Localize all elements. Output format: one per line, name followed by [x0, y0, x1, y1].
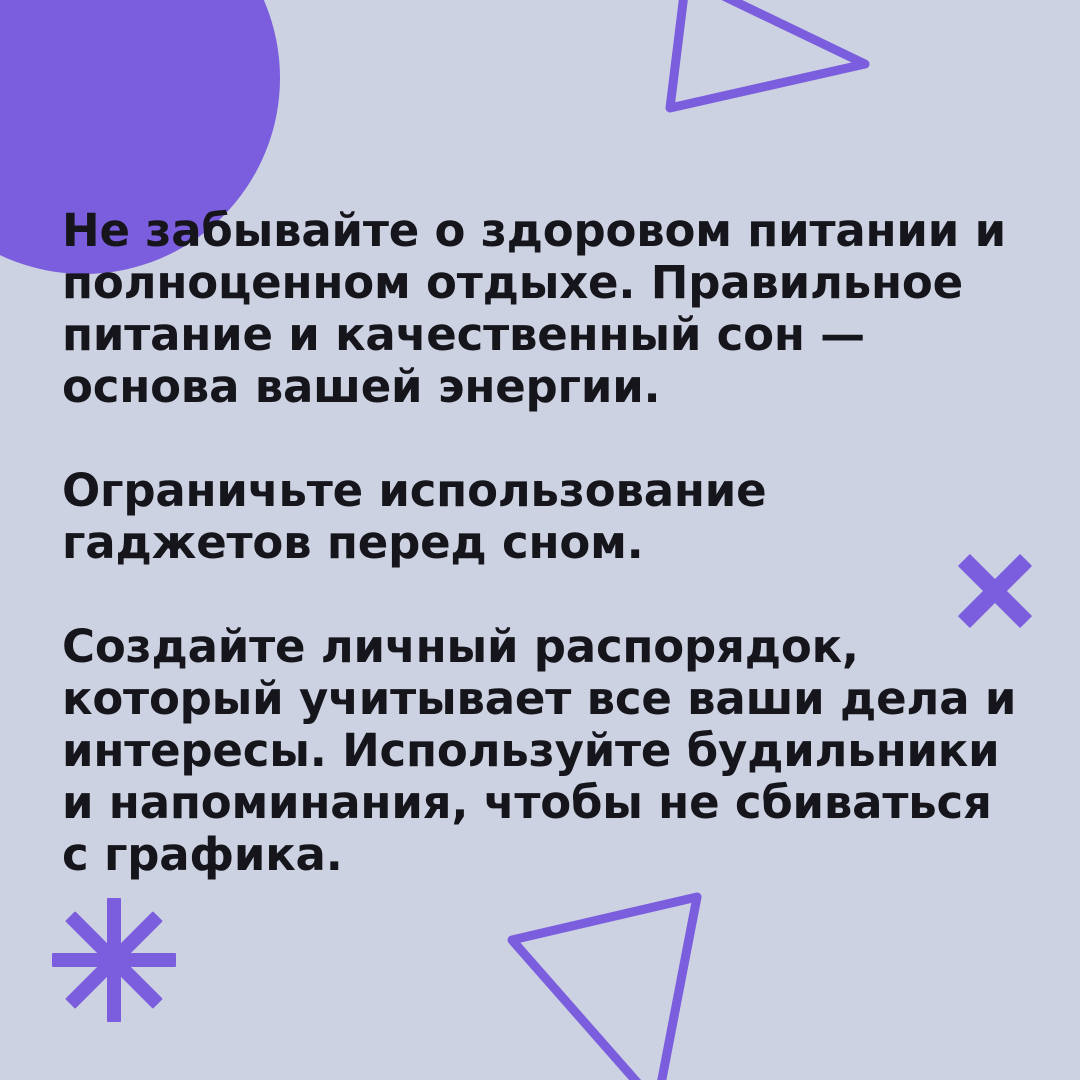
triangle-top-right-icon — [640, 0, 870, 113]
triangle-bottom-center-icon — [492, 885, 722, 1080]
paragraph-schedule: Создайте личный распорядок, который учитывает все ваши дела и интересы. Используйте будильники и напоминания, чтобы не сбиваться с графика. — [62, 620, 1017, 881]
text-content — [62, 205, 1017, 881]
paragraph-nutrition-rest: Не забывайте о здоровом питании и полноценном отдыхе. Правильное питание и качественный сон — основа вашей энергии. — [62, 204, 1006, 413]
paragraph-gadgets: Ограничьте использование гаджетов перед сном. — [62, 464, 767, 569]
asterisk-decoration-icon — [52, 898, 176, 1022]
